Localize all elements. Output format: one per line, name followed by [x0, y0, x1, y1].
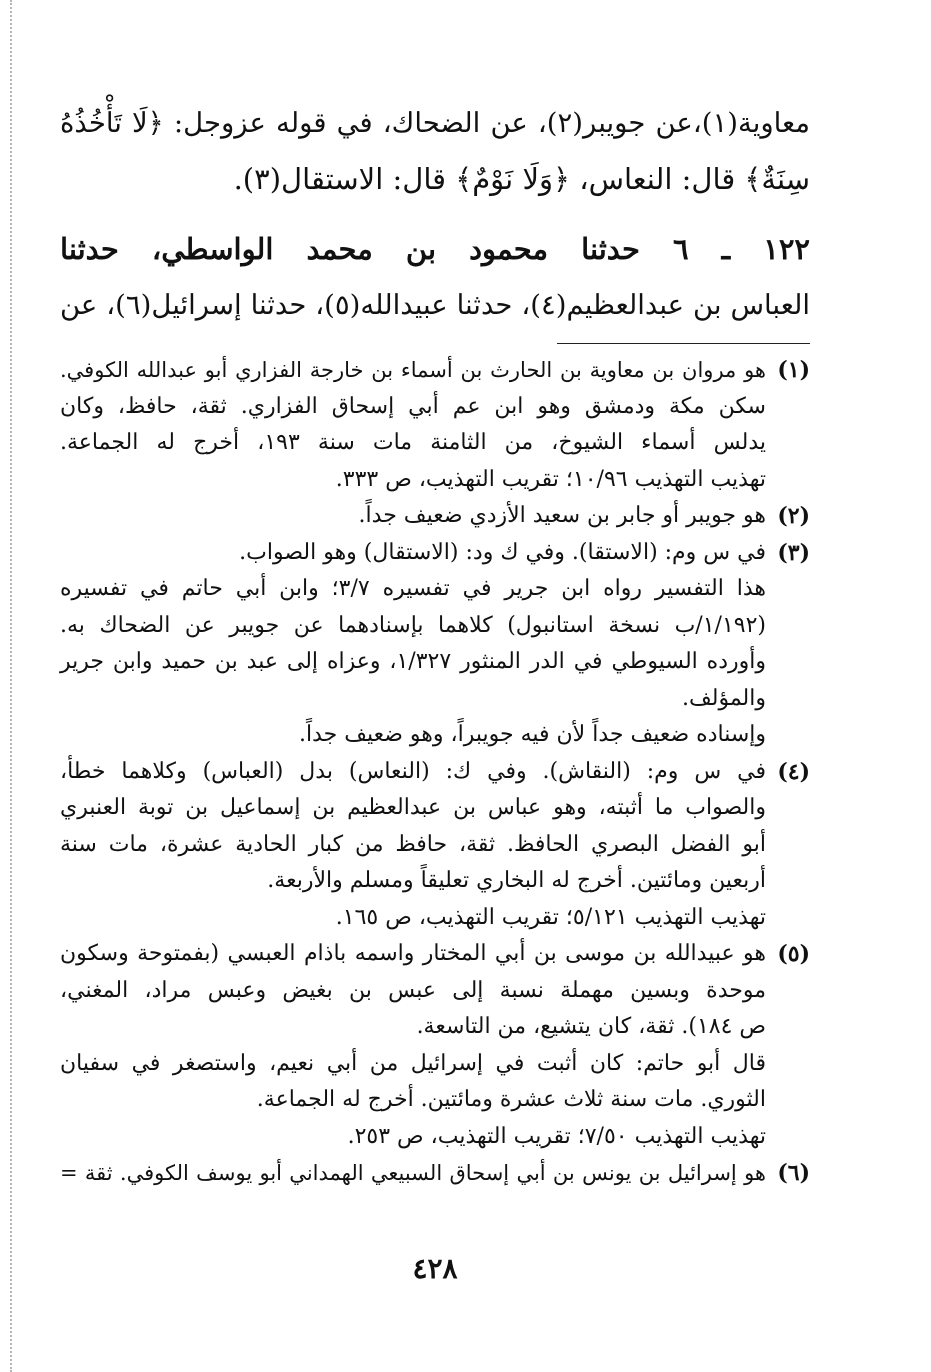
main-text	[60, 95, 810, 333]
footnote	[60, 535, 810, 754]
footnote-line: الثوري. مات سنة ثلاث عشرة ومائتين. أخرج له الجماعة.	[256, 1087, 766, 1112]
page-number: ٤٢٨	[412, 1252, 458, 1285]
footnote-line: تهذيب التهذيب ١٠/٩٦؛ تقريب التهذيب، ص ٣٣٣.	[335, 466, 766, 492]
footnote-line: هو إسرائيل بن يونس بن أبي إسحاق السبيعي الهمداني أبو يوسف الكوفي. ثقة =	[60, 1161, 766, 1185]
footnote	[60, 754, 810, 937]
footnote-line: هذا التفسير رواه ابن جرير في تفسيره ٣/٧؛ وابن أبي حاتم في تفسيره	[60, 576, 766, 601]
footnote-line: وإسناده ضعيف جداً لأن فيه جويبراً، وهو ضعيف جداً.	[298, 722, 766, 747]
footnote-line: هو مروان بن معاوية بن الحارث بن أسماء بن خارجة الفزاري أبو عبدالله الكوفي.	[60, 358, 766, 382]
footnote-separator	[557, 343, 810, 344]
footnote-line: تهذيب التهذيب ٧/٥٠؛ تقريب التهذيب، ص ٢٥٣.	[347, 1123, 766, 1149]
footnote-line: (١/١٩٢/ب نسخة استانبول) كلاهما بإسنادهما عن جويبر عن الضحاك به.	[60, 612, 766, 638]
footnote-number: (١)	[777, 357, 810, 383]
footnote-number: (٣)	[777, 539, 810, 566]
footnote-line: أبو الفضل البصري الحافظ. ثقة، حافظ من كبار الحادية عشرة، مات سنة	[60, 831, 766, 857]
main-line: العباس بن عبدالعظيم(٤)، حدثنا عبيدالله(٥)، حدثنا إسرائيل(٦)، عن	[60, 289, 811, 321]
footnote	[60, 1155, 810, 1192]
footnote-number: (٦)	[777, 1160, 810, 1186]
footnote-line: ص ١٨٤). ثقة، كان يتشيع، من التاسعة.	[416, 1014, 766, 1039]
footnote-line: سكن مكة ودمشق وهو ابن عم أبي إسحاق الفزاري. ثقة، حافظ، وكان	[60, 393, 766, 419]
main-line: سِنَةٌ﴾ قال: النعاس، ﴿وَلَا نَوْمٌ﴾ قال: الاستقال(٣).	[233, 162, 810, 196]
footnote-line: أربعين ومائتين. أخرج له البخاري تعليقاً ومسلم والأربعة.	[267, 868, 766, 893]
main-line: معاوية(١)،عن جويبر(٢)، عن الضحاك، في قوله عزوجل: ﴿لَا تَأْخُذُهُ	[60, 107, 811, 139]
hadith-heading-line: ١٢٢ ـ ٦ حدثنا محمود بن محمد الواسطي، حدثنا	[60, 232, 810, 266]
footnote	[60, 498, 810, 535]
book-page	[60, 0, 810, 1372]
footnote-line: تهذيب التهذيب ٥/١٢١؛ تقريب التهذيب، ص ١٦٥.	[335, 904, 766, 930]
footnote-number: (٥)	[777, 941, 810, 967]
footnote-line: والصواب ما أثبته، وهو عباس بن عبدالعظيم بن إسماعيل بن توبة العنبري	[60, 795, 766, 820]
footnote-line: في س وم: (النقاش). وفي ك: (النعاس) بدل (العباس) وكلاهما خطأ،	[60, 758, 766, 784]
footnote-line: في س وم: (الاستقا). وفي ك ود: (الاستقال) وهو الصواب.	[239, 539, 766, 565]
footnotes	[60, 352, 810, 1192]
page-edge	[10, 0, 12, 1372]
footnote-number: (٢)	[777, 503, 810, 529]
footnote-number: (٤)	[777, 758, 810, 785]
footnote-line: وأورده السيوطي في الدر المنثور ١/٣٢٧، وعزاه إلى عبد بن حميد وابن جرير	[60, 649, 766, 674]
footnote	[60, 352, 810, 498]
footnote-line: يدلس أسماء الشيوخ، من الثامنة مات سنة ١٩٣، أخرج له الجماعة.	[60, 430, 767, 455]
footnote-line: هو جويبر أو جابر بن سعيد الأزدي ضعيف جداً.	[358, 503, 766, 528]
footnote-line: هو عبيدالله بن موسى بن أبي المختار واسمه باذام العبسي (بفمتوحة وسكون	[60, 941, 767, 966]
footnote	[60, 936, 810, 1155]
footnote-line: قال أبو حاتم: كان أثبت في إسرائيل من أبي نعيم، واستصغر في سفيان	[60, 1050, 766, 1076]
footnote-line: موحدة وبسين مهملة نسبة إلى عبس بن بغيض وعبس مراد، المغني،	[60, 977, 766, 1003]
footnote-line: والمؤلف.	[682, 685, 766, 711]
